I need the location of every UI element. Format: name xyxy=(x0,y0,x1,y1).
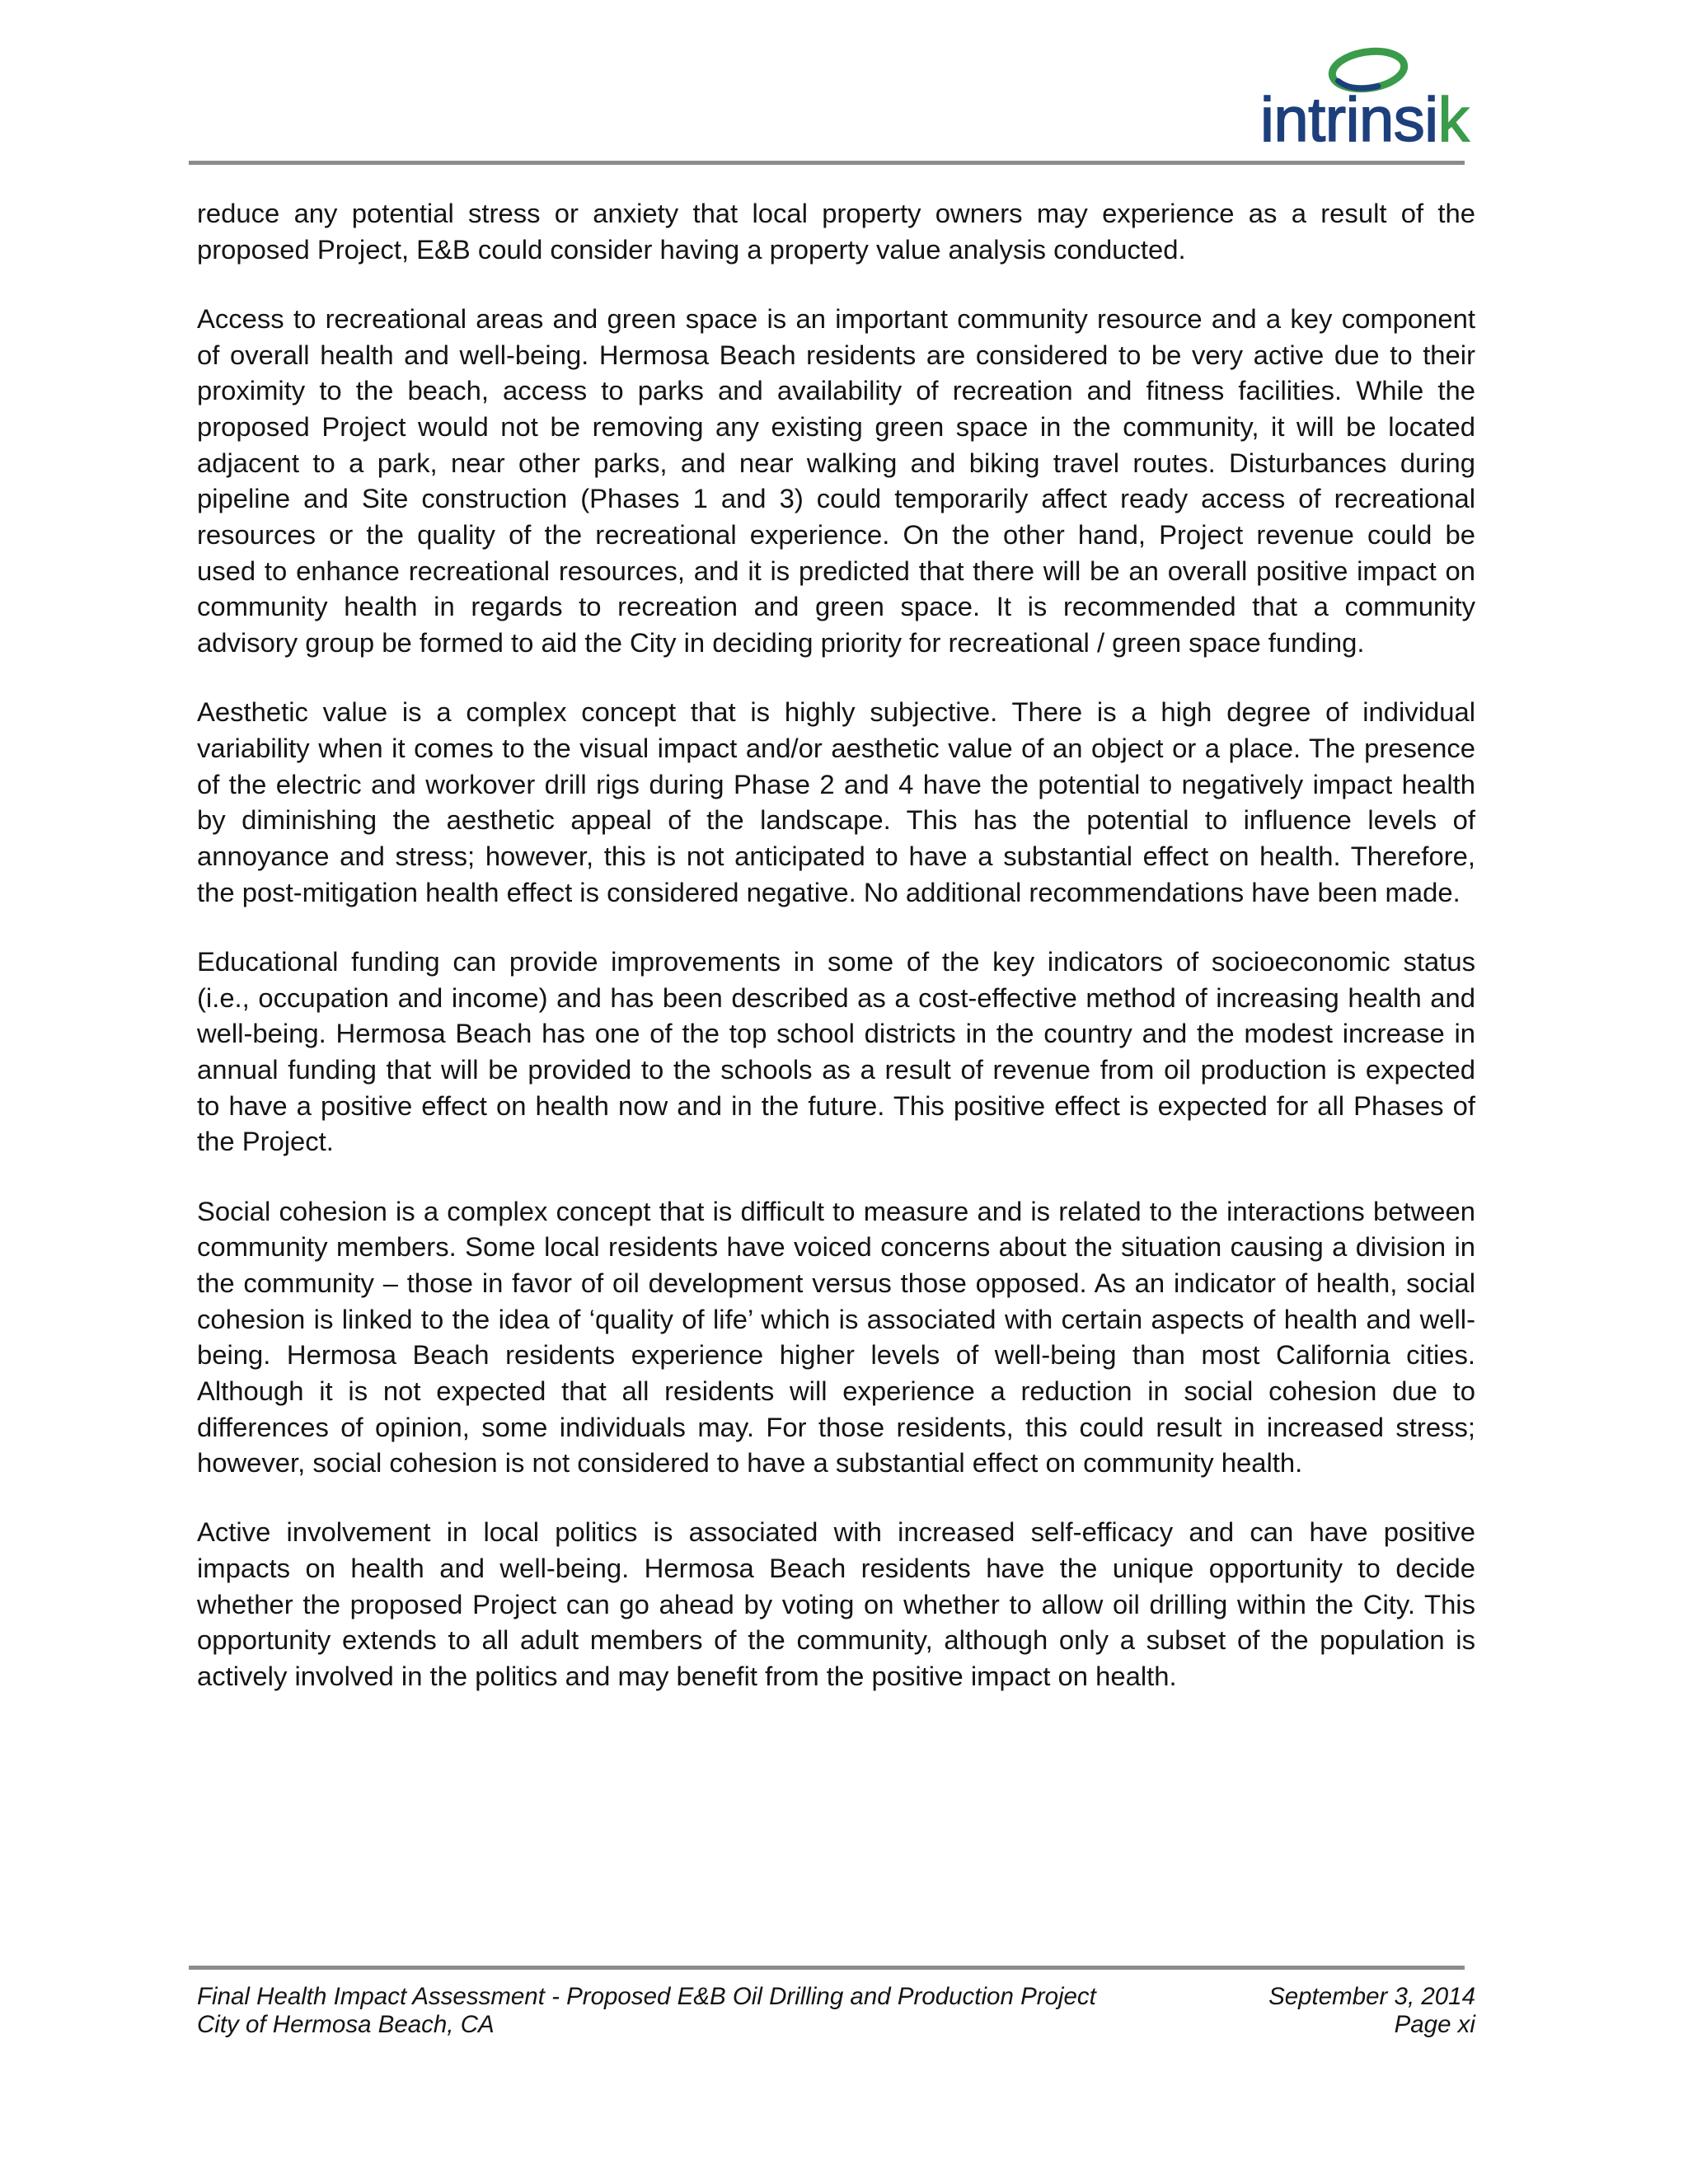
paragraph-line: annoyance and stress; however, this is not anticipated to have a substantial effect on health. Therefore, xyxy=(197,840,1475,871)
paragraph-line: whether the proposed Project can go ahead by voting on whether to allow oil drilling within the City. This xyxy=(197,1588,1475,1619)
paragraph-line: variability when it comes to the visual impact and/or aesthetic value of an object or a place. The presence xyxy=(197,732,1475,763)
footer-page-number: Page xi xyxy=(1394,2010,1475,2038)
paragraph-line: proposed Project would not be removing any existing green space in the community, it will be located xyxy=(197,410,1475,442)
header-divider xyxy=(189,161,1465,165)
footer-divider xyxy=(189,1966,1465,1970)
paragraph-line: well-being. Hermosa Beach has one of the top school districts in the country and the modest increase in xyxy=(197,1018,1475,1049)
logo-wordmark-main: intrinsi xyxy=(1260,85,1438,155)
paragraph-line: of overall health and well-being. Hermosa Beach residents are considered to be very active due to their xyxy=(197,339,1475,370)
paragraph-line: adjacent to a park, near other parks, and near walking and biking travel routes. Disturbances during xyxy=(197,447,1475,478)
paragraph-line: resources or the quality of the recreational experience. On the other hand, Project revenue could be xyxy=(197,518,1475,550)
paragraph-line: used to enhance recreational resources, and it is predicted that there will be an overall positive impact on xyxy=(197,555,1475,586)
paragraph-line: opportunity extends to all adult members of the community, although only a subset of the population is xyxy=(197,1624,1475,1656)
paragraph-line: Access to recreational areas and green space is an important community resource and a key component xyxy=(197,302,1475,334)
footer-row-2 xyxy=(197,2011,1475,2039)
paragraph-line: community health in regards to recreation and green space. It is recommended that a community xyxy=(197,591,1475,622)
paragraph-line: being. Hermosa Beach residents experience higher levels of well-being than most California cities. xyxy=(197,1339,1475,1371)
paragraph-line: advisory group be formed to aid the City in deciding priority for recreational / green space funding. xyxy=(197,626,1365,658)
paragraph-line: cohesion is linked to the idea of ‘quality of life’ which is associated with certain aspects of health and well- xyxy=(197,1303,1475,1334)
paragraph-line: proximity to the beach, access to parks and availability of recreation and fitness facilities. While the xyxy=(197,375,1475,406)
paragraph-line: (i.e., occupation and income) and has been described as a cost-effective method of increasing health and xyxy=(197,982,1475,1013)
paragraph-line: pipeline and Site construction (Phases 1 and 3) could temporarily affect ready access of recreational xyxy=(197,483,1475,514)
footer-organization: City of Hermosa Beach, CA xyxy=(197,2010,495,2038)
paragraph-line: actively involved in the politics and may benefit from the positive impact on health. xyxy=(197,1661,1177,1692)
paragraph-line: proposed Project, E&B could consider having a property value analysis conducted. xyxy=(197,233,1186,265)
paragraph-line: to have a positive effect on health now and in the future. This positive effect is expected for all Phases of xyxy=(197,1090,1475,1121)
paragraph-line: of the electric and workover drill rigs during Phase 2 and 4 have the potential to negatively impact health xyxy=(197,768,1475,799)
footer-date: September 3, 2014 xyxy=(1268,1983,1475,2010)
paragraph-line: annual funding that will be provided to the schools as a result of revenue from oil production is expected xyxy=(197,1053,1475,1085)
footer-document-title: Final Health Impact Assessment - Proposed E&B Oil Drilling and Production Project xyxy=(197,1983,1096,2010)
body-paragraph xyxy=(197,944,1475,1160)
body-paragraph xyxy=(197,694,1475,910)
footer-row-1 xyxy=(197,1983,1475,2011)
paragraph-line: Educational funding can provide improvements in some of the key indicators of socioeconomic status xyxy=(197,945,1475,977)
paragraph-line: however, social cohesion is not considered to have a substantial effect on community health. xyxy=(197,1447,1303,1479)
page-footer xyxy=(197,1983,1475,2038)
paragraph-line: Although it is not expected that all residents will experience a reduction in social cohesion due to xyxy=(197,1375,1475,1406)
paragraph-line: Social cohesion is a complex concept that is difficult to measure and is related to the interactions between xyxy=(197,1195,1475,1226)
logo-wordmark-accent: k xyxy=(1437,85,1470,155)
paragraph-line: differences of opinion, some individuals may. For those residents, this could result in increased stress; xyxy=(197,1411,1475,1442)
logo-wordmark xyxy=(1260,85,1470,155)
paragraph-line: impacts on health and well-being. Hermosa Beach residents have the unique opportunity to decide xyxy=(197,1553,1475,1584)
paragraph-line: the post-mitigation health effect is considered negative. No additional recommendations have been made. xyxy=(197,876,1461,907)
body-paragraph xyxy=(197,1193,1475,1481)
paragraph-line: Active involvement in local politics is associated with increased self-efficacy and can have positive xyxy=(197,1516,1475,1548)
body-paragraph xyxy=(197,301,1475,661)
paragraph-line: Aesthetic value is a complex concept that is highly subjective. There is a high degree of individual xyxy=(197,696,1475,728)
company-logo xyxy=(1236,33,1484,157)
body-paragraph xyxy=(197,1514,1475,1694)
paragraph-line: the Project. xyxy=(197,1126,334,1157)
body-paragraph xyxy=(197,195,1475,267)
paragraph-line: the community – those in favor of oil development versus those opposed. As an indicator of health, social xyxy=(197,1267,1475,1298)
paragraph-line: reduce any potential stress or anxiety that local property owners may experience as a result of the xyxy=(197,198,1475,228)
document-body xyxy=(197,195,1475,1694)
paragraph-line: by diminishing the aesthetic appeal of the landscape. This has the potential to influence levels of xyxy=(197,804,1475,836)
paragraph-line: community members. Some local residents have voiced concerns about the situation causing a division in xyxy=(197,1231,1475,1263)
